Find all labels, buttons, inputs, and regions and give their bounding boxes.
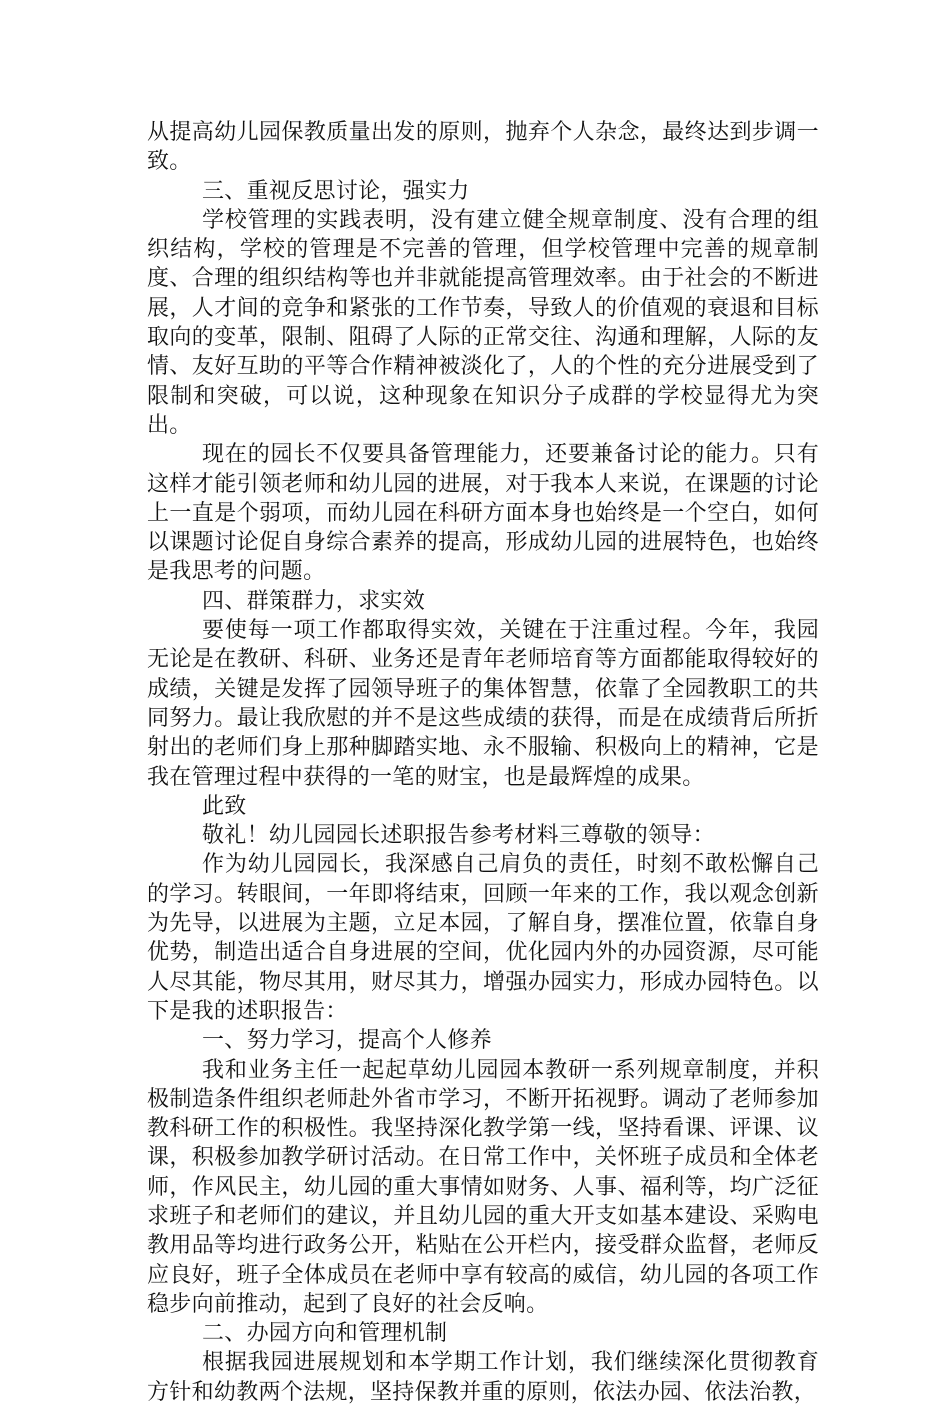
paragraph: 我和业务主任一起起草幼儿园园本教研一系列规章制度，并积极制造条件组织老师赴外省市学习，不断开拓视野。调动了老师参加教科研工作的积极性。我坚持深化教学第一线，坚持看课、评课、议课，积极参加教学研讨活动。在日常工作中，关怀班子成员和全体老师，作风民主，幼儿园的重大事情如财务、人事、福利等，均广泛征求班子和老师们的建议，并且幼儿园的重大开支如基本建设、采购电教用品等均进行政务公开，粘贴在公开栏内，接受群众监督，老师反应良好，班子全体成员在老师中享有较高的威信，幼儿园的各项工作稳步向前推动，起到了良好的社会反响。 — [147, 1057, 819, 1317]
section-heading-1: 一、努力学习，提高个人修养 — [202, 1028, 492, 1054]
closing-salutation: 此致 — [202, 793, 247, 819]
closing-and-new-report-greeting: 敬礼！幼儿园园长述职报告参考材料三尊敬的领导： — [202, 823, 715, 849]
paragraph: 要使每一项工作都取得实效，关键在于注重过程。今年，我园无论是在教研、科研、业务还是青年老师培育等方面都能取得较好的成绩，关键是发挥了园领导班子的集体智慧，依靠了全园教职工的共同努力。最让我欣慰的并不是这些成绩的获得，而是在成绩背后所折射出的老师们身上那种脚踏实地、永不服输、积极向上的精神，它是我在管理过程中获得的一笔的财宝，也是最辉煌的成果。 — [147, 618, 819, 790]
section-heading-3: 三、重视反思讨论，强实力 — [202, 178, 470, 204]
section-heading-2: 二、办园方向和管理机制 — [202, 1321, 448, 1347]
document-body — [147, 118, 819, 1407]
section-heading-4: 四、群策群力，求实效 — [202, 588, 426, 614]
paragraph-continuation: 从提高幼儿园保教质量出发的原则，抛弃个人杂念，最终达到步调一致。 — [147, 120, 819, 175]
paragraph: 根据我园进展规划和本学期工作计划，我们继续深化贯彻教育方针和幼教两个法规，坚持保教并重的原则，依法办园、依法治教， — [147, 1350, 819, 1405]
paragraph: 学校管理的实践表明，没有建立健全规章制度、没有合理的组织结构，学校的管理是不完善的管理，但学校管理中完善的规章制度、合理的组织结构等也并非就能提高管理效率。由于社会的不断进展，人才间的竞争和紧张的工作节奏，导致人的价值观的衰退和目标取向的变革，限制、阻碍了人际的正常交往、沟通和理解，人际的友情、友好互助的平等合作精神被淡化了，人的个性的充分进展受到了限制和突破，可以说，这种现象在知识分子成群的学校显得尤为突出。 — [147, 207, 819, 438]
paragraph: 作为幼儿园园长，我深感自己肩负的责任，时刻不敢松懈自己的学习。转眼间，一年即将结束，回顾一年来的工作，我以观念创新为先导，以进展为主题，立足本园，了解自身，摆准位置，依靠自身优势，制造出适合自身进展的空间，优化园内外的办园资源，尽可能人尽其能，物尽其用，财尽其力，增强办园实力，形成办园特色。以下是我的述职报告： — [147, 852, 819, 1024]
paragraph: 现在的园长不仅要具备管理能力，还要兼备讨论的能力。只有这样才能引领老师和幼儿园的进展，对于我本人来说，在课题的讨论上一直是个弱项，而幼儿园在科研方面本身也始终是一个空白，如何以课题讨论促自身综合素养的提高，形成幼儿园的进展特色，也始终是我思考的问题。 — [147, 442, 819, 585]
